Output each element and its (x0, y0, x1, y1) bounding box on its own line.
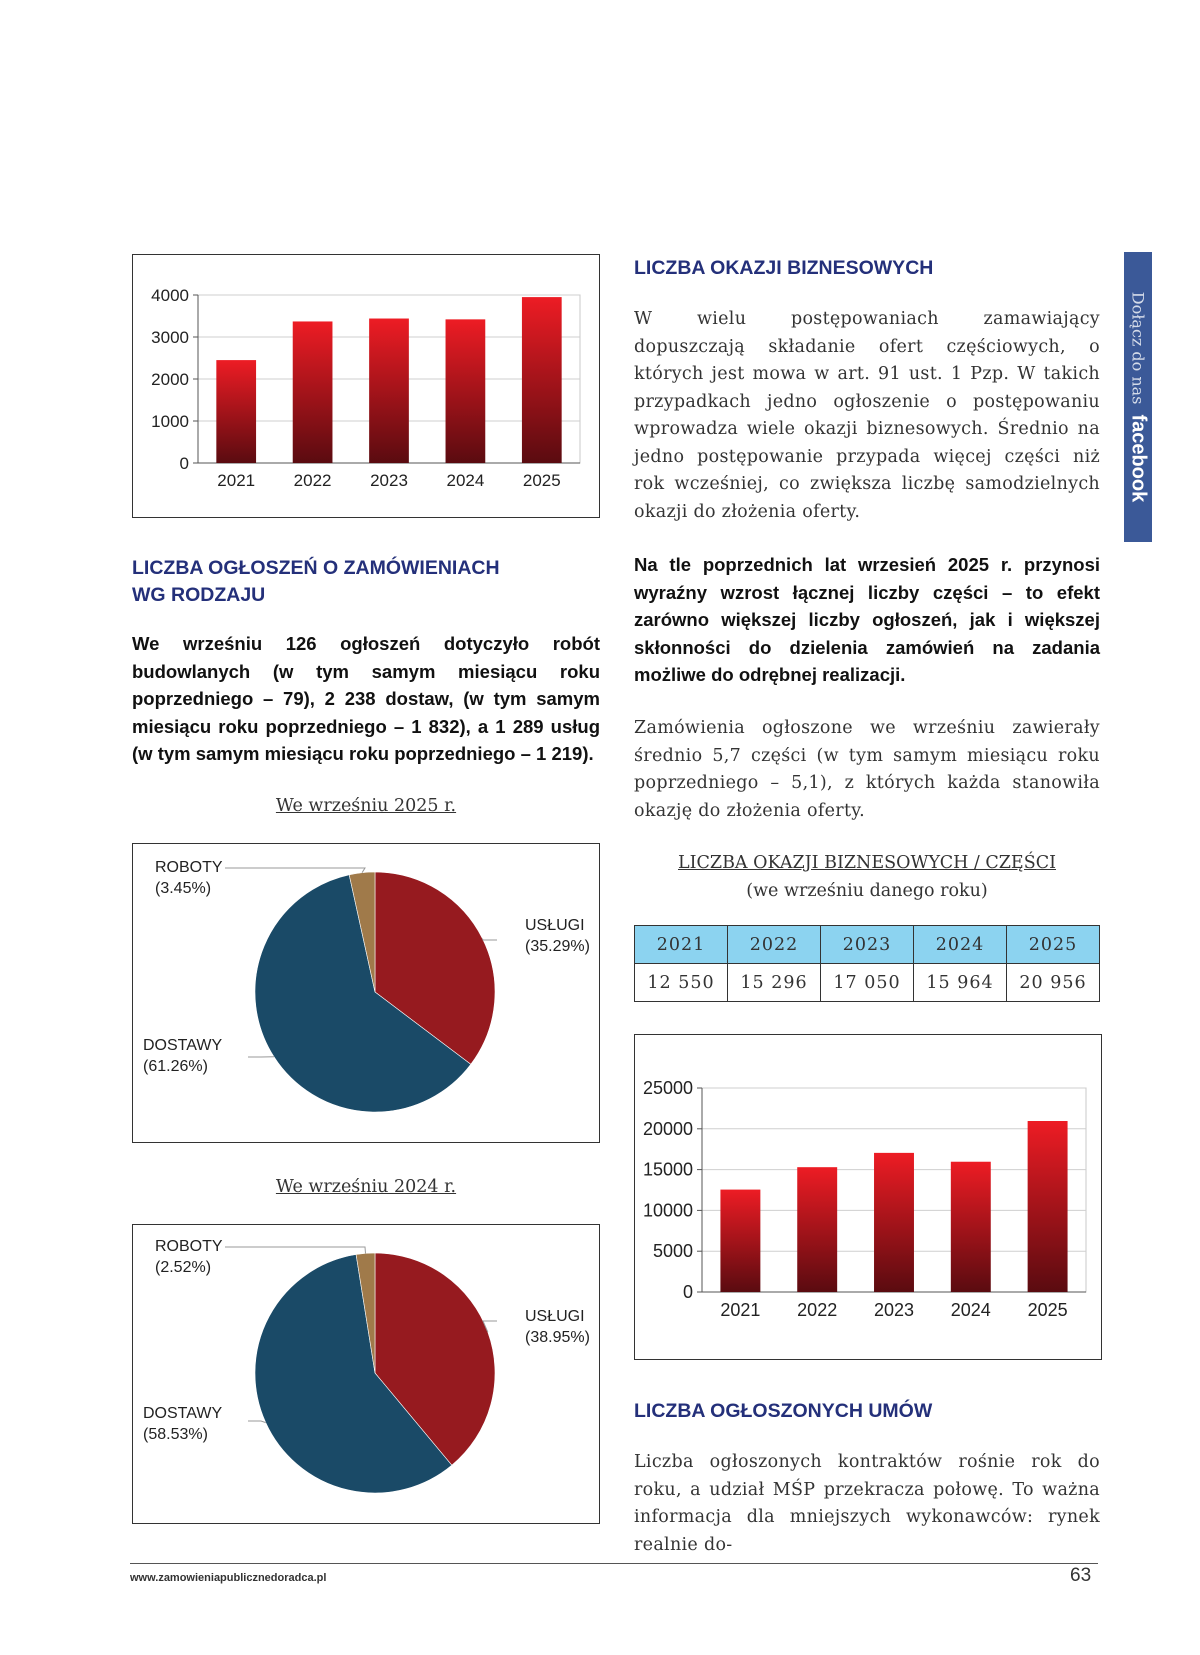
facebook-logo-text: facebook (1127, 414, 1150, 503)
facebook-tab-label (1124, 252, 1152, 542)
pie-leader-line (248, 1421, 266, 1423)
table-header-cell: 2025 (1007, 926, 1100, 964)
x-tick-label: 2023 (873, 1300, 915, 1320)
bar (874, 1153, 914, 1292)
table-header-cell: 2021 (635, 926, 728, 964)
x-tick-label: 2022 (797, 1300, 838, 1320)
pie-label: ROBOTY (155, 1238, 223, 1255)
x-tick-label: 2022 (293, 471, 332, 490)
x-tick-label: 2024 (446, 471, 485, 490)
table-header-cell: 2023 (821, 926, 914, 964)
pie-chart-2024-frame (132, 1224, 600, 1524)
table-cell: 15 964 (914, 964, 1007, 1002)
caption-pie-2024: We wrześniu 2024 r. (275, 1177, 457, 1197)
ogloszenia-bar-chart (133, 255, 598, 516)
pie-label: ROBOTY (155, 859, 223, 876)
bar (293, 321, 333, 463)
paragraph-wzrost-czesci: Na tle poprzednich lat wrzesień 2025 r. przynosi wyraźny wzrost łącznej liczby części – to efekt zarówno większej liczby ogłoszeń, jak i większej skłonności do dzielenia zamówień na zadania możliwe do odrębnej realizacji. (634, 554, 1100, 685)
page-number: 63 (1070, 1565, 1092, 1586)
okazje-table (634, 925, 1100, 1002)
heading-ogloszone-umowy: LICZBA OGŁOSZONYCH UMÓW (634, 1400, 933, 1422)
facebook-join-text: Dołącz do nas (1128, 291, 1148, 405)
y-tick-label: 1000 (151, 412, 189, 431)
y-tick-label: 4000 (151, 286, 189, 305)
pie-leader-line (225, 1247, 366, 1253)
table-cell: 20 956 (1007, 964, 1100, 1002)
pie-label: DOSTAWY (143, 1037, 223, 1054)
x-tick-label: 2021 (217, 471, 256, 490)
pie-label-percent: (58.53%) (143, 1426, 208, 1443)
heading-okazje-biznesowe: LICZBA OKAZJI BIZNESOWYCH (634, 257, 934, 279)
bar (522, 297, 562, 463)
table-subtitle: (we wrześniu danego roku) (746, 881, 988, 901)
pie-label: DOSTAWY (143, 1405, 223, 1422)
footer-url[interactable]: www.zamowieniapublicznedoradca.pl (130, 1572, 327, 1584)
paragraph-ogloszone-umowy: Liczba ogłoszonych kontraktów rośnie rok do roku, a udział MŚP przekracza połowę. To ważna informacja dla mniejszych wykonawców: rynek realnie do- (634, 1452, 1100, 1555)
pie-leader-line (482, 938, 497, 940)
y-tick-label: 3000 (151, 328, 189, 347)
y-tick-label: 10000 (642, 1200, 693, 1221)
bar (1028, 1121, 1068, 1292)
bar (720, 1190, 760, 1292)
table-header-cell: 2022 (728, 926, 821, 964)
footer-divider (130, 1563, 1098, 1564)
bar (951, 1162, 991, 1292)
caption-pie-2025: We wrześniu 2025 r. (275, 796, 457, 816)
pie-label-percent: (61.26%) (143, 1058, 208, 1075)
table-cell: 12 550 (635, 964, 728, 1002)
x-tick-label: 2023 (370, 471, 408, 490)
y-tick-label: 20000 (642, 1118, 693, 1139)
ogloszenia-bar-chart-frame (132, 254, 600, 518)
pie-label: USŁUGI (525, 1308, 585, 1325)
table-header-row (635, 926, 1100, 964)
heading-ogloszenia-wg-rodzaju: LICZBA OGŁOSZEŃ O ZAMÓWIENIACH WG RODZAJU (132, 557, 500, 606)
pie-chart-2025-frame (132, 843, 600, 1143)
x-tick-label: 2025 (1027, 1300, 1068, 1320)
pie-leader-line (225, 868, 365, 873)
paragraph-ogloszenia-rodzaj: We wrześniu 126 ogłoszeń dotyczyło robót budowlanych (w tym samym miesiącu roku poprzedniego – 79), 2 238 dostaw, (w tym samym miesiącu roku poprzedniego – 1 832), a 1 289 usług (w tym samym miesiącu roku poprzedniego – 1 219). (132, 633, 600, 764)
pie-label-percent: (3.45%) (155, 880, 212, 897)
y-tick-label: 2000 (151, 370, 189, 389)
paragraph-okazje-biznesowe: W wielu postępowaniach zamawiający dopuszczają składanie ofert częściowych, o których jest mowa w art. 91 ust. 1 Pzp. W takich przypadkach jedno ogłoszenie o postępowaniu wprowadza wiele okazji biznesowych. Średnio na jedno postępowanie przypada więcej części niż rok wcześniej, co zwiększa liczbę samodzielnych okazji do złożenia oferty. (634, 309, 1100, 522)
x-tick-label: 2021 (720, 1300, 761, 1320)
pie-label-percent: (38.95%) (525, 1329, 590, 1346)
x-tick-label: 2024 (950, 1300, 991, 1320)
table-header-cell: 2024 (914, 926, 1007, 964)
bar (369, 319, 409, 463)
bar (216, 360, 256, 463)
pie-label: USŁUGI (525, 917, 585, 934)
x-tick-label: 2025 (522, 471, 561, 490)
okazje-bar-chart (635, 1035, 1100, 1358)
table-cell: 17 050 (821, 964, 914, 1002)
okazje-bar-chart-frame (634, 1034, 1102, 1360)
pie-chart-2024 (133, 1225, 598, 1522)
bar (446, 319, 486, 463)
pie-label-percent: (2.52%) (155, 1259, 212, 1276)
y-tick-label: 0 (179, 454, 189, 473)
y-tick-label: 0 (682, 1282, 693, 1302)
bar (797, 1167, 837, 1292)
y-tick-label: 25000 (642, 1078, 693, 1098)
table-title: LICZBA OKAZJI BIZNESOWYCH / CZĘŚCI (677, 853, 1057, 873)
pie-chart-2025 (133, 844, 598, 1141)
y-tick-label: 15000 (642, 1159, 693, 1180)
y-tick-label: 5000 (652, 1241, 693, 1262)
table-row (635, 964, 1100, 1002)
table-cell: 15 296 (728, 964, 821, 1002)
pie-label-percent: (35.29%) (525, 938, 590, 955)
paragraph-srednia-czesci: Zamówienia ogłoszone we wrześniu zawierały średnio 5,7 części (w tym samym miesiącu roku poprzedniego – 5,1), z których każda stanowiła okazję do złożenia oferty. (634, 718, 1100, 821)
